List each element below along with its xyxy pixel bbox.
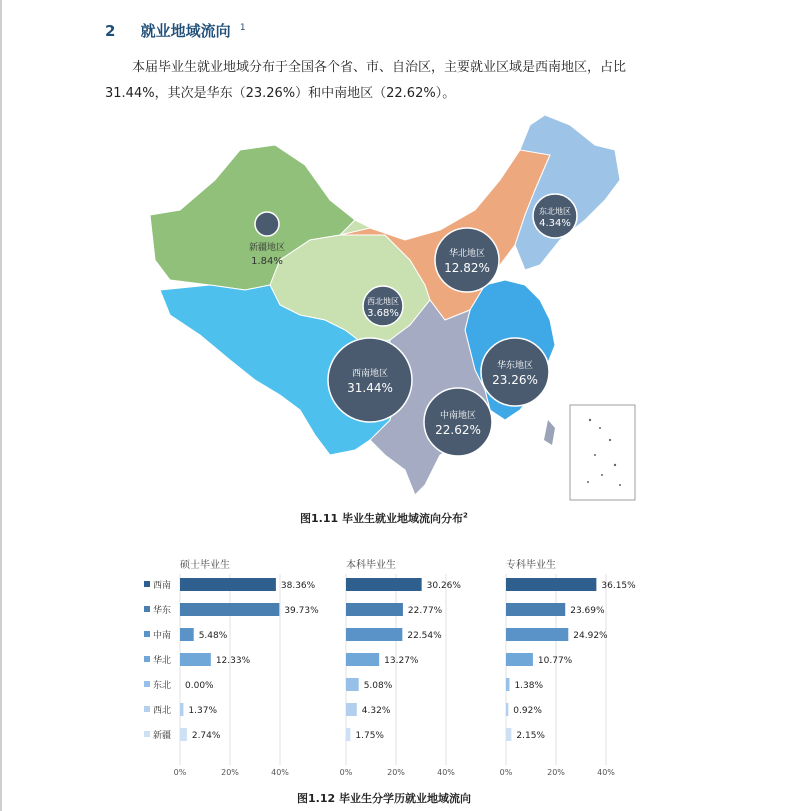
bar-value-label: 0.00%: [185, 681, 214, 691]
panel-title: 本科毕业生: [346, 560, 396, 571]
bubble-circle: [328, 338, 412, 422]
bubble-region-name: 东北地区: [539, 207, 571, 216]
bubble-region-name: 西南地区: [351, 369, 389, 379]
bar: [346, 603, 403, 616]
bar: [180, 653, 211, 666]
bar-value-label: 39.73%: [284, 606, 319, 616]
bar-value-label: 0.92%: [513, 706, 542, 716]
bar: [506, 678, 509, 691]
bar-value-label: 1.37%: [188, 706, 218, 716]
bar-value-label: 24.92%: [573, 631, 608, 641]
bar: [506, 703, 508, 716]
bar-value-label: 36.15%: [601, 581, 636, 591]
category-swatch: [144, 731, 150, 737]
bar: [180, 728, 187, 741]
bar: [346, 678, 359, 691]
bar: [346, 628, 402, 641]
bubble-region-name: 华东地区: [496, 361, 534, 371]
bar-value-label: 30.26%: [426, 581, 461, 591]
panel-title: 专科毕业生: [506, 560, 556, 571]
bubble-circle: [481, 338, 549, 406]
bubble-circle: [533, 194, 577, 238]
region-bubble: [363, 286, 403, 326]
axis-tick-label: 0%: [173, 768, 187, 777]
figure-2-caption: [297, 790, 471, 806]
figure-1-caption-text: 图1.11 毕业生就业地域流向分布: [300, 512, 463, 525]
bar-value-label: 23.69%: [570, 606, 605, 616]
bar: [180, 628, 194, 641]
category-swatch: [144, 606, 150, 612]
section-heading: [105, 20, 246, 41]
bar-value-label: 22.77%: [407, 606, 443, 616]
axis-tick-label: 20%: [387, 768, 405, 777]
category-labels: [144, 579, 171, 741]
bar: [346, 578, 422, 591]
bubble-region-value: 22.62%: [435, 423, 481, 437]
bar: [506, 603, 565, 616]
bar-value-label: 4.32%: [361, 706, 391, 716]
axis-tick-label: 40%: [597, 768, 615, 777]
bubble-region-value: 23.26%: [492, 373, 538, 387]
taiwan-island: [544, 420, 555, 445]
bar-value-label: 1.75%: [355, 731, 384, 741]
category-swatch: [144, 581, 150, 587]
bubble-circle: [424, 388, 492, 456]
degree-region-bar-charts: [0, 550, 794, 790]
axis-tick-label: 0%: [499, 768, 513, 777]
axis-tick-label: 0%: [339, 768, 353, 777]
section-paragraph: [105, 55, 685, 107]
bar-value-label: 22.54%: [407, 631, 442, 641]
bar-value-label: 5.08%: [363, 681, 393, 691]
paragraph-line-1: 本届毕业生就业地域分布于全国各个省、市、自治区，主要就业区域是西南地区，占比: [132, 60, 627, 75]
bubble-region-name: 西北地区: [367, 297, 399, 306]
bubble-region-value: 4.34%: [539, 218, 571, 229]
bar-value-label: 13.27%: [384, 656, 419, 666]
region-bubble: [533, 194, 577, 238]
bar-panel: [340, 558, 462, 777]
section-number: 2: [105, 22, 116, 40]
bubble-region-value: 3.68%: [367, 308, 399, 319]
section-title: 就业地域流向: [140, 22, 231, 40]
bar-value-label: 12.33%: [215, 656, 251, 666]
bar: [346, 653, 379, 666]
bubble-circle: [435, 228, 499, 292]
bubble-region-value: 12.82%: [444, 261, 490, 275]
bar: [346, 728, 350, 741]
category-swatch: [144, 656, 150, 662]
bubble-region-name: 新疆地区: [248, 243, 286, 253]
bar-value-label: 38.36%: [280, 581, 316, 591]
region-bubble: [435, 228, 499, 292]
category-label: 新疆: [153, 731, 172, 741]
figure-2-caption-text: 图1.12 毕业生分学历就业地域流向: [297, 792, 471, 805]
figure-1-footnote-marker: 2: [462, 511, 468, 520]
axis-tick-label: 20%: [547, 768, 565, 777]
bubble-circle: [255, 212, 279, 236]
bar: [506, 653, 533, 666]
category-label: 中南: [153, 631, 172, 641]
bubble-region-value: 31.44%: [347, 381, 393, 395]
axis-tick-label: 20%: [221, 768, 239, 777]
south-sea-inset: [570, 405, 635, 500]
axis-tick-label: 40%: [437, 768, 455, 777]
bar-value-label: 5.48%: [198, 631, 228, 641]
bar-value-label: 1.38%: [514, 681, 544, 691]
bar-value-label: 2.15%: [516, 731, 545, 741]
section-footnote-marker: 1: [239, 23, 246, 33]
bar: [180, 578, 276, 591]
bar: [180, 603, 279, 616]
bar: [506, 728, 511, 741]
paragraph-line-2: 31.44%，其次是华东（23.26%）和中南地区（22.62%）。: [105, 86, 456, 101]
panel-title: 硕士毕业生: [180, 560, 230, 571]
category-label: 华北: [153, 656, 172, 666]
category-label: 华东: [153, 606, 172, 616]
bubble-region-value: 1.84%: [251, 256, 283, 267]
bar-panel: [174, 558, 319, 777]
china-region-map: [140, 110, 660, 510]
axis-tick-label: 40%: [271, 768, 289, 777]
bar-panel: [500, 558, 636, 777]
bubble-region-name: 中南地区: [439, 411, 477, 421]
category-swatch: [144, 681, 150, 687]
category-swatch: [144, 631, 150, 637]
bar-value-label: 10.77%: [537, 656, 573, 666]
region-bubble: [328, 338, 412, 422]
bubble-circle: [363, 286, 403, 326]
bar: [180, 703, 183, 716]
bubble-region-name: 华北地区: [448, 249, 486, 259]
category-label: 西南: [153, 581, 172, 591]
category-label: 东北: [153, 681, 172, 691]
category-swatch: [144, 706, 150, 712]
region-bubble: [481, 338, 549, 406]
bar: [506, 628, 568, 641]
category-label: 西北: [153, 706, 172, 716]
figure-1-caption: [300, 510, 468, 526]
bar-value-label: 2.74%: [191, 731, 221, 741]
bar: [506, 578, 596, 591]
bar: [346, 703, 357, 716]
region-bubble: [424, 388, 492, 456]
